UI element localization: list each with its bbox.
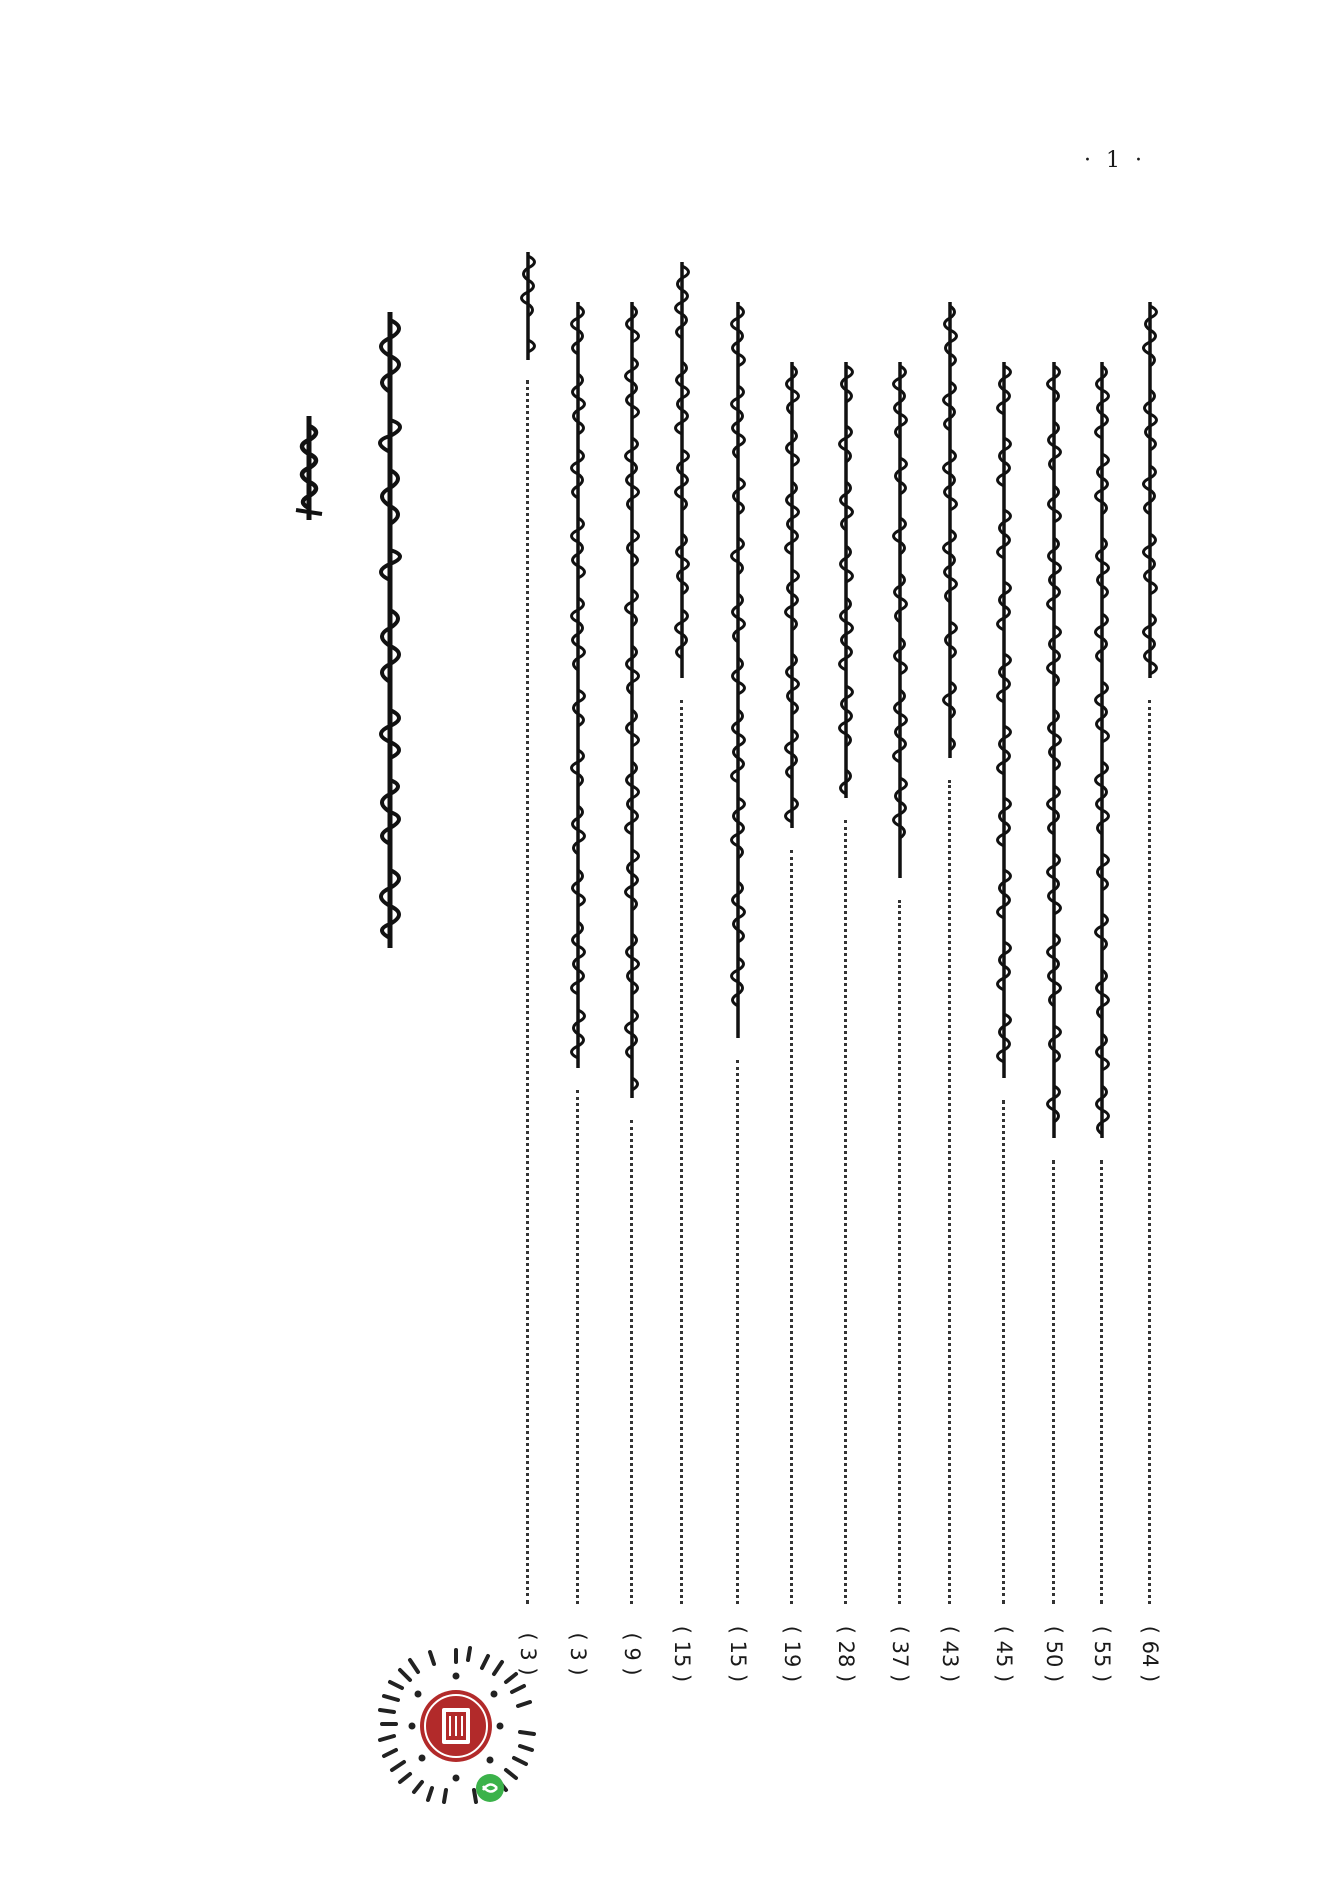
dot-leader (1002, 1100, 1005, 1604)
toc-entry-page (612, 1618, 652, 1690)
toc-title-script (286, 412, 332, 524)
toc-title (286, 412, 332, 524)
dot-leader (526, 380, 529, 1604)
toc-entry-page-text: ( 64 ) (1138, 1625, 1162, 1683)
toc-entry-page (662, 1618, 702, 1690)
toc-entry-page-text: ( 45 ) (992, 1625, 1016, 1683)
script-placeholder (930, 300, 970, 760)
toc-entry[interactable] (930, 0, 970, 1700)
toc-entry-page-text: ( 37 ) (888, 1625, 912, 1683)
toc-entry[interactable] (772, 0, 812, 1700)
toc-entry[interactable] (1034, 0, 1074, 1700)
script-placeholder (558, 300, 598, 1070)
toc-entry-page-text: ( 28 ) (834, 1625, 858, 1683)
toc-entry[interactable] (612, 0, 652, 1700)
toc-entry-title (612, 300, 652, 1100)
toc-entry-page (1082, 1618, 1122, 1690)
page-number: · 1 · (1084, 148, 1146, 173)
dot-leader (1148, 700, 1151, 1604)
script-placeholder (662, 260, 702, 680)
dot-leader (1100, 1160, 1103, 1604)
toc-entry[interactable] (718, 0, 758, 1700)
script-placeholder (612, 300, 652, 1100)
toc-entry[interactable] (984, 0, 1024, 1700)
toc-entry-page-text: ( 43 ) (938, 1625, 962, 1683)
script-placeholder (880, 360, 920, 880)
book-subtitle (364, 310, 420, 950)
toc-entry-page-text: ( 15 ) (726, 1625, 750, 1683)
toc-entry[interactable] (826, 0, 866, 1700)
toc-entry-title (662, 260, 702, 680)
toc-entry[interactable] (1082, 0, 1122, 1700)
dot-leader (948, 780, 951, 1604)
dot-leader (736, 1060, 739, 1604)
toc-entry-page (772, 1618, 812, 1690)
toc-entry-page (558, 1618, 598, 1690)
toc-entry-page (718, 1618, 758, 1690)
script-placeholder (772, 360, 812, 830)
toc-entry[interactable] (558, 0, 598, 1700)
toc-entry-page-text: ( 50 ) (1042, 1625, 1066, 1683)
qr-badge[interactable] (370, 1640, 542, 1812)
toc-entry-title (930, 300, 970, 760)
toc-entry-title (1034, 360, 1074, 1140)
toc-entry-title (772, 360, 812, 830)
script-placeholder (826, 360, 866, 800)
toc-entry[interactable] (508, 0, 548, 1700)
dot-leader (630, 1120, 633, 1604)
toc-entry-page (1130, 1618, 1170, 1690)
toc-entry[interactable] (880, 0, 920, 1700)
toc-entry-title (984, 360, 1024, 1080)
toc-entry-title (508, 250, 548, 362)
toc-entry-page (930, 1618, 970, 1690)
toc-entry-title (558, 300, 598, 1070)
toc-entry[interactable] (662, 0, 702, 1700)
toc-entry-page-text: ( 9 ) (620, 1632, 644, 1676)
dot-leader (680, 700, 683, 1604)
toc-entry-page-text: ( 3 ) (566, 1632, 590, 1676)
dot-leader (844, 820, 847, 1604)
toc-entry-title (1130, 300, 1170, 680)
toc-entry-page (880, 1618, 920, 1690)
book-subtitle-script (364, 310, 420, 950)
dot-leader (790, 850, 793, 1604)
toc-entry-page-text: ( 55 ) (1090, 1625, 1114, 1683)
toc-entry-page-text: ( 15 ) (670, 1625, 694, 1683)
toc-entry-page (1034, 1618, 1074, 1690)
script-placeholder (718, 300, 758, 1040)
dot-leader (1052, 1160, 1055, 1604)
script-placeholder (1082, 360, 1122, 1140)
qr-code-icon (370, 1640, 542, 1812)
script-placeholder (508, 250, 548, 362)
toc-entry-title (718, 300, 758, 1040)
script-placeholder (984, 360, 1024, 1080)
script-placeholder (1034, 360, 1074, 1140)
toc-entry-page (826, 1618, 866, 1690)
toc-entry-page-text: ( 3 ) (516, 1632, 540, 1676)
toc-entry-page (984, 1618, 1024, 1690)
dot-leader (576, 1090, 579, 1604)
toc-entry-page-text: ( 19 ) (780, 1625, 804, 1683)
script-placeholder (1130, 300, 1170, 680)
toc-entry-title (826, 360, 866, 800)
toc-entry-title (1082, 360, 1122, 1140)
dot-leader (898, 900, 901, 1604)
toc-entry[interactable] (1130, 0, 1170, 1700)
toc-entry-title (880, 360, 920, 880)
